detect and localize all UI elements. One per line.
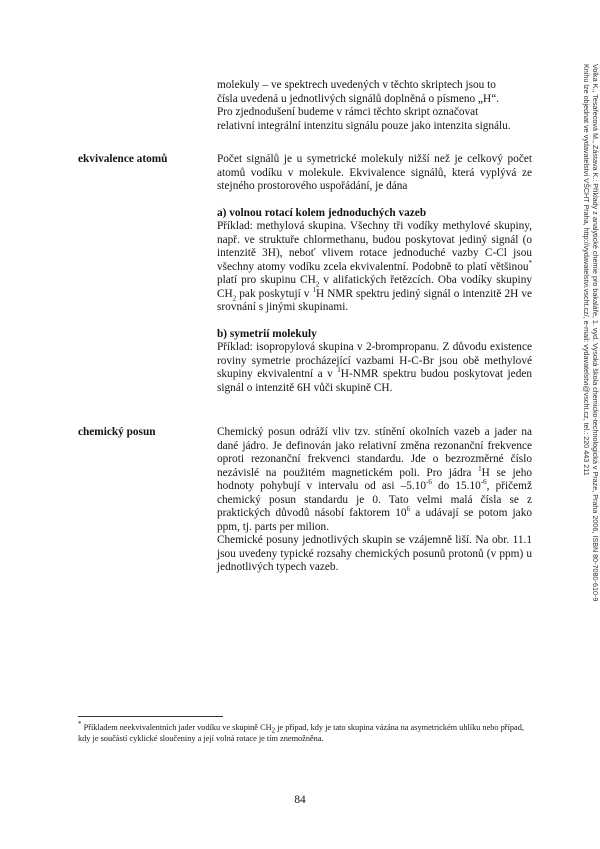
footnote: * Příkladem neekvivalentních jader vodíku ve skupině $CH_2$ je případ, kdy je tato skupina vázána na asymetrickém uhlíku nebo případ, kdy je součástí cyklické sloučeniny a její volná rotace je tím znemožněna. — [78, 720, 524, 743]
footnote-marker: * — [528, 258, 532, 267]
citation-line-2: Knihu lze objednat ve vydavatelství VŠCHT Praha, http://vydavatelstvi.vscht.cz/, e-mail: vydavatelstvi@vscht.cz, tel.: 220 443 211 — [582, 64, 591, 476]
term-ekvivalence: ekvivalence atomů — [78, 153, 168, 165]
intro-line-4: relativní integrální intenzitu signálu pouze jako intenzita signálu. — [217, 119, 511, 132]
citation-sidebar — [578, 64, 600, 676]
intro-line-1: molekuly – ve spektrech uvedených v těchto skriptech jsou to — [217, 79, 496, 91]
subheading-rotation: a) volnou rotací kolem jednoduchých vazeb — [217, 206, 427, 219]
footnote-divider — [78, 716, 223, 717]
example-isopropyl: Příklad: isopropylová skupina v 2-brompropanu. Z důvodu existence roviny symetrie procházející vazbami H-C-Br jsou obě methylové skupiny ekvivalentní a v $^1$H-NMR spektru budou poskytovat jeden signál o intenzitě 6H vůči skupině CH. — [217, 341, 533, 394]
ekvivalence-section — [217, 153, 532, 395]
chemicky-posun-section — [217, 426, 532, 575]
citation-line-1: Volka K., Tesařecová M., Zástava K.: Příklady z analytické chemie pro bakaláře, 1. vyd. Vysoká škola chemicko-technologická v Praze, Praha 2006, ISBN 80-7080-610-9 — [591, 64, 600, 602]
chemical-shift-groups: Chemické posuny jednotlivých skupin se vzájemně liší. Na obr. 11.1 jsou uvedeny typické rozsahy chemických posunů protonů (v ppm) u jednotlivých typech vazeb. — [217, 534, 532, 573]
example-methyl: Příklad: methylová skupina. Všechny tři vodíky methylové skupiny, např. ve struktuře chlormethanu, budou poskytovat jediný signál (o intenzitě 3H), neboť vlivem rotace jednoduché vazby C-Cl jsou všechny atomy vodíku zcela ekvivalentní. Podobně to platí většinou* platí pro skupinu $CH_2$ v alifatických řetězcích. Oba vodíky skupiny $CH_2$ pak poskytují v $^1$H NMR spektru jediný signál o intenzitě 2H ve srovnání s jinými skupinami. — [217, 220, 532, 313]
ekvivalence-intro: Počet signálů je u symetrické molekuly nižší než je celkový počet atomů vodíku v molekule. Ekvivalence signálů, která vyplývá ze stejného prostorového uspořádání, je dána — [217, 153, 532, 192]
page-number: 84 — [294, 794, 306, 806]
intro-line-2: čísla uvedená u jednotlivých signálů doplněná o písmeno „H“. — [217, 92, 500, 105]
subheading-symmetry: b) symetrií molekuly — [217, 327, 317, 340]
intro-line-3: Pro zjednodušení budeme v rámci těchto skript označovat — [217, 106, 479, 118]
intro-paragraph — [217, 79, 532, 133]
chemical-shift-definition: Chemický posun odráží vliv tzv. stínění okolních vazeb a jader na dané jádro. Je definován jako relativní změna rezonanční frekvence oproti rezonanční frekvenci standardu. Jde o bezrozměrné číslo nezávislé na použitém magnetickém poli. Pro jádra $^1$H se jeho hodnoty pohybují v intervalu od asi $-5.10^{-6}$ do $15.10^{-6}$, přičemž chemický posun standardu je 0. Tato velmi malá čísla se z praktických důvodů násobí faktorem $10^6$ a udávají se potom jako ppm, tj. parts per milion. — [217, 426, 532, 533]
term-chemicky-posun: chemický posun — [78, 426, 156, 438]
